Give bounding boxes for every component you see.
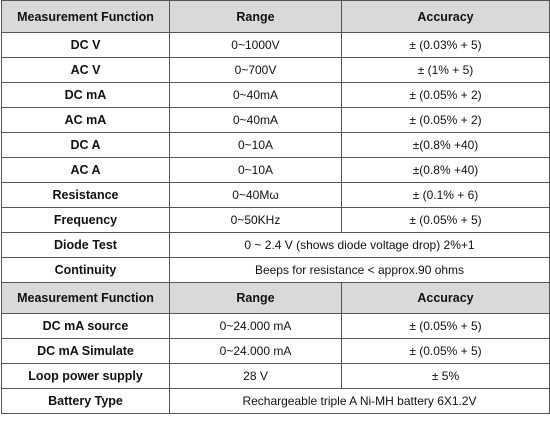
table-row (2, 233, 550, 258)
table-row (2, 108, 550, 133)
function-cell: DC mA Simulate (2, 339, 170, 364)
function-cell: Battery Type (2, 389, 170, 414)
table-row (2, 364, 550, 389)
accuracy-cell: ± (0.05% + 5) (342, 314, 550, 339)
accuracy-cell: ± (0.05% + 2) (342, 83, 550, 108)
range-cell: 0~10A (170, 133, 342, 158)
table-row (2, 58, 550, 83)
merged-value-cell: 0 ~ 2.4 V (shows diode voltage drop) 2%+1 (170, 233, 550, 258)
range-cell: 0~40mA (170, 108, 342, 133)
function-cell: AC V (2, 58, 170, 83)
function-cell: AC A (2, 158, 170, 183)
function-cell: Diode Test (2, 233, 170, 258)
table-row (2, 83, 550, 108)
header-measurement-function: Measurement Function (2, 283, 170, 314)
table-header-row (2, 283, 550, 314)
table-header-row (2, 1, 550, 33)
header-accuracy: Accuracy (342, 283, 550, 314)
header-range: Range (170, 1, 342, 33)
range-cell: 0~50KHz (170, 208, 342, 233)
table-row (2, 339, 550, 364)
function-cell: AC mA (2, 108, 170, 133)
header-measurement-function: Measurement Function (2, 1, 170, 33)
table-row (2, 33, 550, 58)
accuracy-cell: ± (0.05% + 2) (342, 108, 550, 133)
range-cell: 0~40mA (170, 83, 342, 108)
function-cell: Continuity (2, 258, 170, 283)
range-cell: 0~24.000 mA (170, 314, 342, 339)
function-cell: DC V (2, 33, 170, 58)
function-cell: DC mA (2, 83, 170, 108)
function-cell: DC A (2, 133, 170, 158)
table-row (2, 183, 550, 208)
table-row (2, 258, 550, 283)
range-cell: 28 V (170, 364, 342, 389)
accuracy-cell: ±(0.8% +40) (342, 158, 550, 183)
range-cell: 0~10A (170, 158, 342, 183)
accuracy-cell: ±(0.8% +40) (342, 133, 550, 158)
range-cell: 0~40Mω (170, 183, 342, 208)
merged-value-cell: Rechargeable triple A Ni-MH battery 6X1.2V (170, 389, 550, 414)
function-cell: Loop power supply (2, 364, 170, 389)
table-row (2, 389, 550, 414)
merged-value-cell: Beeps for resistance < approx.90 ohms (170, 258, 550, 283)
header-accuracy: Accuracy (342, 1, 550, 33)
function-cell: Frequency (2, 208, 170, 233)
accuracy-cell: ± (0.03% + 5) (342, 33, 550, 58)
specifications-table (1, 0, 550, 414)
function-cell: Resistance (2, 183, 170, 208)
header-range: Range (170, 283, 342, 314)
function-cell: DC mA source (2, 314, 170, 339)
accuracy-cell: ± (0.05% + 5) (342, 339, 550, 364)
range-cell: 0~24.000 mA (170, 339, 342, 364)
accuracy-cell: ± (0.1% + 6) (342, 183, 550, 208)
accuracy-cell: ± (0.05% + 5) (342, 208, 550, 233)
table-row (2, 158, 550, 183)
accuracy-cell: ± 5% (342, 364, 550, 389)
table-row (2, 208, 550, 233)
accuracy-cell: ± (1% + 5) (342, 58, 550, 83)
table-row (2, 133, 550, 158)
range-cell: 0~700V (170, 58, 342, 83)
table-row (2, 314, 550, 339)
range-cell: 0~1000V (170, 33, 342, 58)
